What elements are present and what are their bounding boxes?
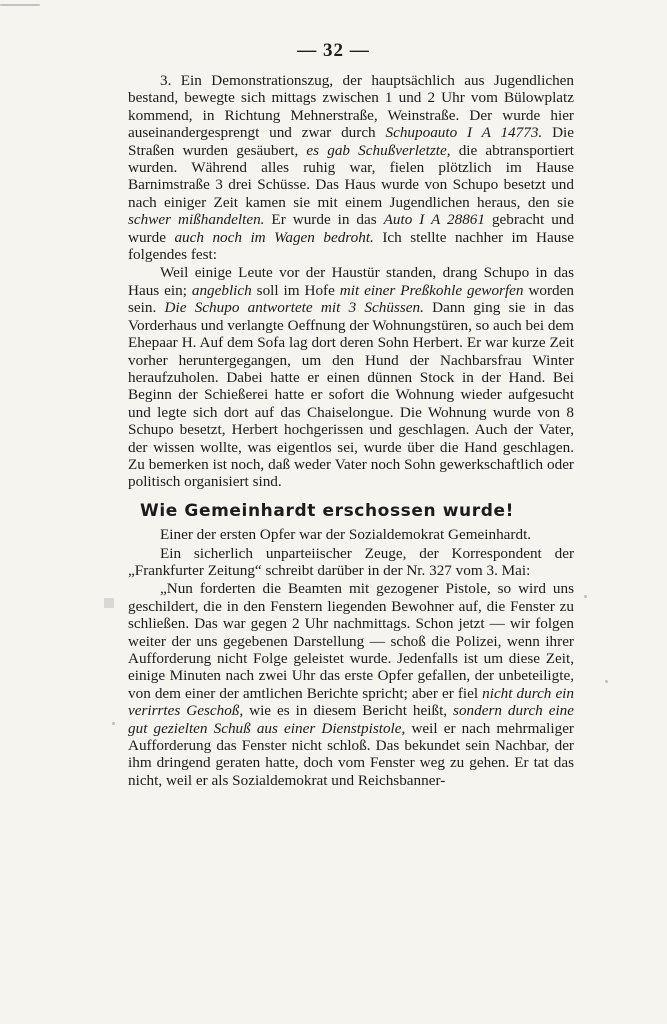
text-run: Die Straßen wurden gesäubert, <box>128 124 574 159</box>
scan-speck <box>605 680 608 683</box>
text-run: worden sein. <box>128 281 574 317</box>
emphasized-text: Schupoauto I A 14773. <box>385 124 543 142</box>
text-run: Ein sicherlich unparteiischer Zeuge, der Korrespondent der „Frankfurter Zeitung“ schreibt darüber in der Nr. 327 vom 3. Mai: <box>128 544 574 579</box>
emphasized-text: mit einer Preßkohle geworfen <box>339 281 524 299</box>
emphasized-text: nicht durch ein verirrtes Geschoß, <box>128 684 574 720</box>
body-text <box>128 72 574 789</box>
text-run: Er wurde in das <box>264 211 384 229</box>
emphasized-text: angeblich <box>191 281 252 299</box>
text-run: „Nun forderten die Beamten mit gezogener Pistole, so wird uns geschildert, die in den Fenstern liegenden Bewohner auf, die Fenster zu schließen. Das war gegen 2 Uhr nachmittags. Schon jetzt — wir folgen weiter der uns gegebenen Darstellung — schoß die Polizei, wenn ihrer Aufforderung nicht Folge geleistet wurde. Jedenfalls ist um diese Zeit, einige Minuten nach zwei Uhr das erste Opfer gefallen, der unbeteiligte, von dem einer der amtlichen Berichte spricht; aber er fiel <box>128 580 574 702</box>
paragraph <box>128 72 574 263</box>
text-run: soll im Hofe <box>251 281 340 299</box>
emphasized-text: Auto I A 28861 <box>383 211 485 229</box>
paragraph <box>128 264 574 490</box>
paragraph <box>128 526 574 543</box>
text-run: gebracht und wurde <box>128 211 574 246</box>
text-run: weil er nach mehrmaliger Aufforderung das Fenster nicht schloß. Das bekundet sein Nachbar, der ihm dringend geraten hatte, doch vom Fenster weg zu gehen. Er tat das nicht, weil er als Sozialdemokrat und Reichsbanner- <box>128 719 574 789</box>
emphasized-text: schwer mißhandelten. <box>128 211 265 229</box>
text-run: Weil einige Leute vor der Haustür standen, drang Schupo in das Haus ein; <box>128 264 574 299</box>
text-run: wie es in diesem Bericht heißt, <box>243 702 454 720</box>
paragraph <box>128 580 574 789</box>
text-run: Ich stellte nachher im Hause folgendes fest: <box>128 228 574 264</box>
scan-speck <box>104 598 114 608</box>
section-gemeinhardt <box>128 526 574 789</box>
text-run: Dann ging sie in das Vorderhaus und verlangte Oeffnung der Wohnungstüren, so auch bei dem Ehepaar H. Auf dem Sofa lag dort deren Sohn Herbert. Er war kurze Zeit vorher heruntergegangen, um den Hund der Nachbarsfrau Winter heraufzuholen. Dabei hatte er einen dünnen Stock in der Hand. Bei Beginn der Schießerei hatte er sofort die Wohnung wieder aufgesucht und legte sich dort auf das Chaiselongue. Die Wohnung wurde von 8 Schupo besetzt, Herbert hochgerissen und geschlagen. Auch der Vater, der wissen wollte, was eigentlos sei, wurde über die Hand geschlagen. Zu bemerken ist noch, daß weder Vater noch Sohn gewerkschaftlich oder politisch organisiert sind. <box>128 299 575 491</box>
text-run: die abtransportiert wurden. Während alles ruhig war, fielen plötzlich im Hause Barnimstraße 3 drei Schüsse. Das Haus wurde von Schupo besetzt und nach einiger Zeit kamen sie mit einem Jugendlichen heraus, den sie <box>128 141 574 211</box>
emphasized-text: auch noch im Wagen bedroht. <box>174 228 374 246</box>
section-heading: Wie Gemeinhardt erschossen wurde! <box>140 500 514 521</box>
emphasized-text: Die Schupo antwortete mit 3 Schüssen. <box>164 299 424 317</box>
page-number: — 32 — <box>297 40 370 61</box>
scan-speck <box>112 722 115 725</box>
section-demonstration <box>128 72 574 491</box>
scan-speck <box>0 4 40 6</box>
paragraph <box>128 545 574 580</box>
emphasized-text: es gab Schußverletzte, <box>306 141 451 159</box>
scan-speck <box>584 595 587 598</box>
text-run: Einer der ersten Opfer war der Sozialdemokrat Gemeinhardt. <box>160 526 532 544</box>
text-run: 3. Ein Demonstrationszug, der hauptsächlich aus Jugendlichen bestand, bewegte sich mittags zwischen 1 und 2 Uhr vom Bülowplatz kommend, in Richtung Mehnerstraße, Weinstraße. Der wurde hier auseinandergesprengt und zwar durch <box>128 72 574 142</box>
emphasized-text: sondern durch eine gut gezielten Schuß aus einer Dienstpistole, <box>128 702 575 737</box>
